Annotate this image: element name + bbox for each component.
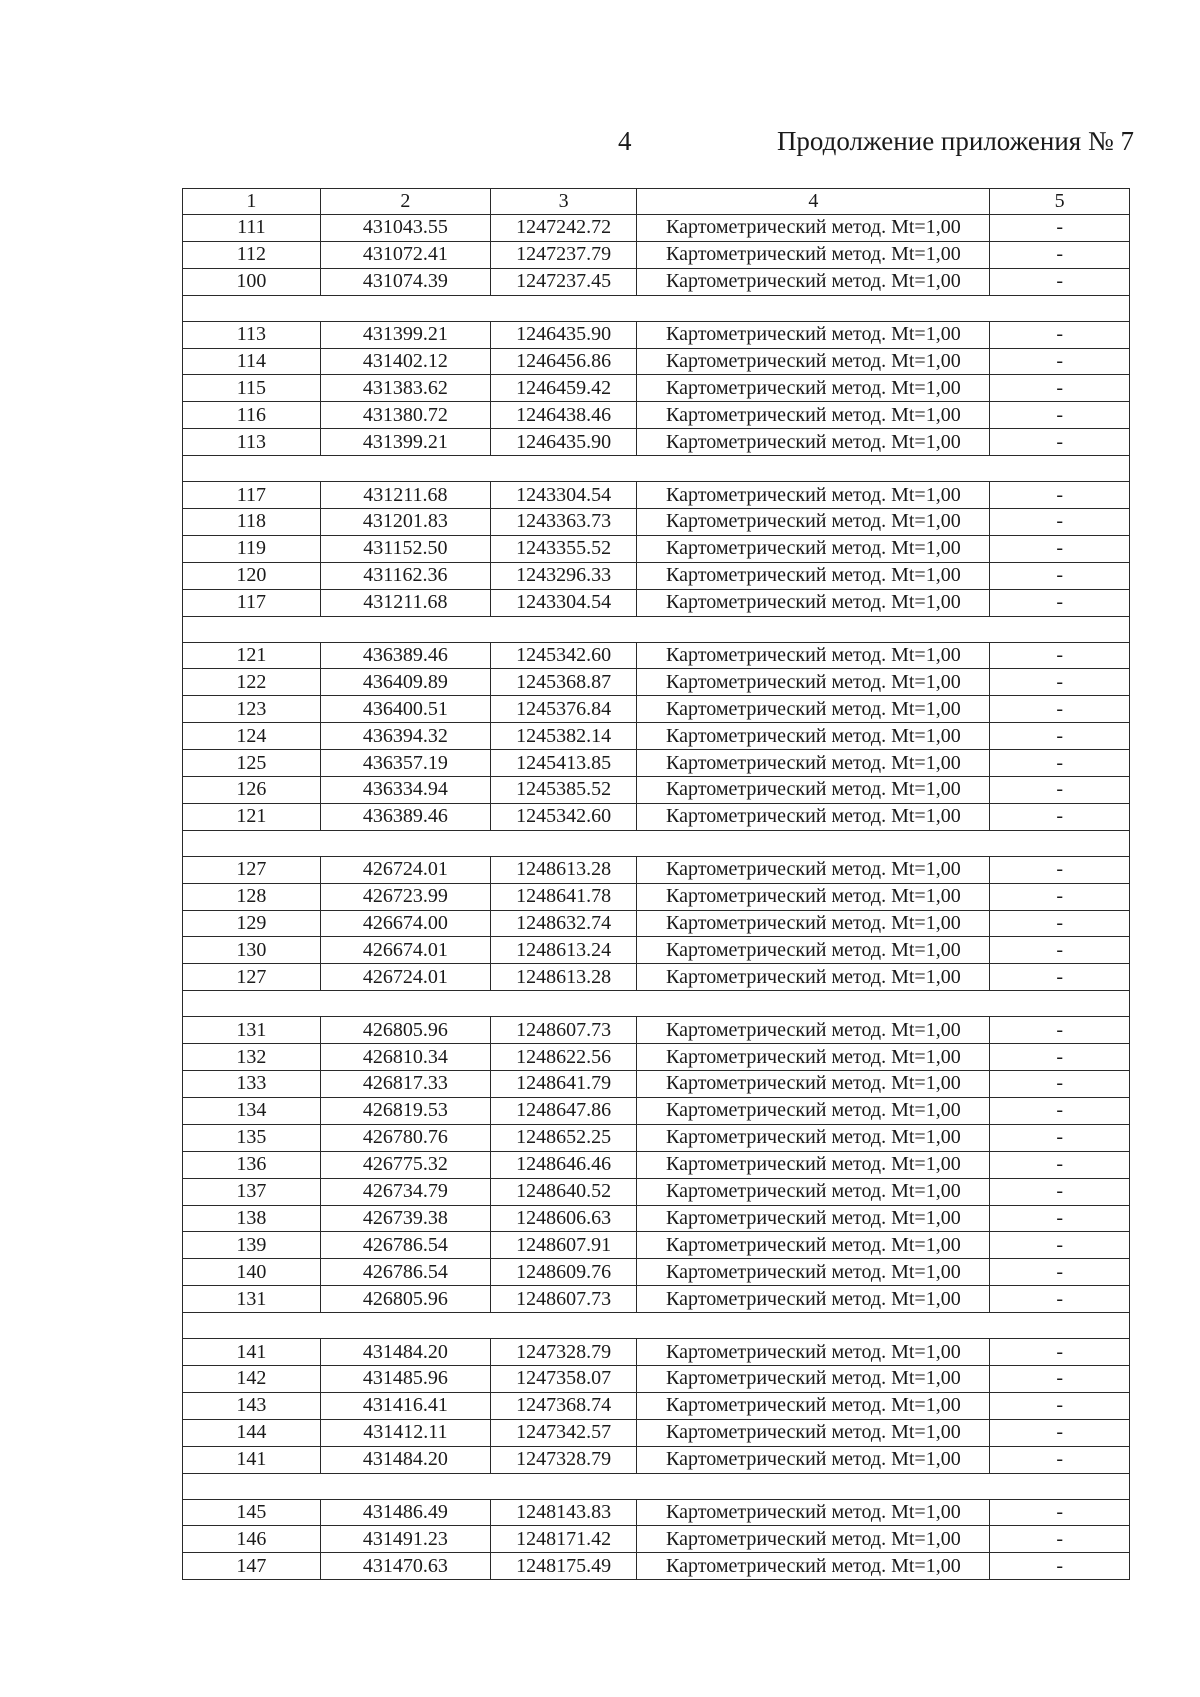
method-cell: Картометрический метод. Mt=1,00	[637, 642, 990, 669]
x-coordinate-cell: 431486.49	[320, 1499, 490, 1526]
note-cell: -	[990, 803, 1130, 830]
y-coordinate-cell: 1245376.84	[490, 696, 636, 723]
y-coordinate-cell: 1248607.91	[490, 1232, 636, 1259]
column-header-4: 4	[637, 189, 990, 215]
point-number-cell: 141	[183, 1446, 321, 1473]
y-coordinate-cell: 1246435.90	[490, 321, 636, 348]
table-row	[183, 1286, 1130, 1313]
table-row	[183, 1499, 1130, 1526]
x-coordinate-cell: 431383.62	[320, 375, 490, 402]
method-cell: Картометрический метод. Mt=1,00	[637, 883, 990, 910]
method-cell: Картометрический метод. Mt=1,00	[637, 215, 990, 242]
x-coordinate-cell: 431484.20	[320, 1339, 490, 1366]
note-cell: -	[990, 1044, 1130, 1071]
table-row	[183, 1044, 1130, 1071]
note-cell: -	[990, 1151, 1130, 1178]
point-number-cell: 121	[183, 642, 321, 669]
note-cell: -	[990, 937, 1130, 964]
table-row	[183, 589, 1130, 616]
method-cell: Картометрический метод. Mt=1,00	[637, 348, 990, 375]
point-number-cell: 133	[183, 1071, 321, 1098]
note-cell: -	[990, 1124, 1130, 1151]
page-number: 4	[618, 126, 632, 156]
method-cell: Картометрический метод. Mt=1,00	[637, 1526, 990, 1553]
point-number-cell: 127	[183, 856, 321, 883]
point-number-cell: 139	[183, 1232, 321, 1259]
y-coordinate-cell: 1243304.54	[490, 482, 636, 509]
point-number-cell: 147	[183, 1553, 321, 1580]
note-cell: -	[990, 669, 1130, 696]
point-number-cell: 123	[183, 696, 321, 723]
method-cell: Картометрический метод. Mt=1,00	[637, 1553, 990, 1580]
x-coordinate-cell: 426805.96	[320, 1017, 490, 1044]
x-coordinate-cell: 436389.46	[320, 642, 490, 669]
method-cell: Картометрический метод. Mt=1,00	[637, 723, 990, 750]
separator-row	[183, 295, 1130, 321]
y-coordinate-cell: 1248613.28	[490, 964, 636, 991]
note-cell: -	[990, 750, 1130, 777]
method-cell: Картометрический метод. Mt=1,00	[637, 1446, 990, 1473]
table-row	[183, 1151, 1130, 1178]
point-number-cell: 142	[183, 1365, 321, 1392]
y-coordinate-cell: 1248613.24	[490, 937, 636, 964]
method-cell: Картометрический метод. Mt=1,00	[637, 375, 990, 402]
y-coordinate-cell: 1248641.78	[490, 883, 636, 910]
method-cell: Картометрический метод. Mt=1,00	[637, 429, 990, 456]
table-row	[183, 1124, 1130, 1151]
y-coordinate-cell: 1246438.46	[490, 402, 636, 429]
point-number-cell: 113	[183, 429, 321, 456]
method-cell: Картометрический метод. Mt=1,00	[637, 402, 990, 429]
note-cell: -	[990, 1017, 1130, 1044]
note-cell: -	[990, 1286, 1130, 1313]
x-coordinate-cell: 431399.21	[320, 429, 490, 456]
note-cell: -	[990, 509, 1130, 536]
point-number-cell: 128	[183, 883, 321, 910]
column-header-3: 3	[490, 189, 636, 215]
method-cell: Картометрический метод. Mt=1,00	[637, 1499, 990, 1526]
table-row	[183, 509, 1130, 536]
table-row	[183, 348, 1130, 375]
table-row	[183, 696, 1130, 723]
method-cell: Картометрический метод. Mt=1,00	[637, 910, 990, 937]
table-row	[183, 642, 1130, 669]
point-number-cell: 143	[183, 1392, 321, 1419]
point-number-cell: 132	[183, 1044, 321, 1071]
note-cell: -	[990, 1526, 1130, 1553]
note-cell: -	[990, 562, 1130, 589]
point-number-cell: 141	[183, 1339, 321, 1366]
x-coordinate-cell: 431162.36	[320, 562, 490, 589]
note-cell: -	[990, 1205, 1130, 1232]
y-coordinate-cell: 1247328.79	[490, 1446, 636, 1473]
x-coordinate-cell: 426780.76	[320, 1124, 490, 1151]
point-number-cell: 113	[183, 321, 321, 348]
separator-row	[183, 1473, 1130, 1499]
point-number-cell: 131	[183, 1017, 321, 1044]
table-row	[183, 883, 1130, 910]
x-coordinate-cell: 431074.39	[320, 268, 490, 295]
method-cell: Картометрический метод. Mt=1,00	[637, 1071, 990, 1098]
point-number-cell: 129	[183, 910, 321, 937]
x-coordinate-cell: 426674.00	[320, 910, 490, 937]
x-coordinate-cell: 426817.33	[320, 1071, 490, 1098]
note-cell: -	[990, 1499, 1130, 1526]
table-row	[183, 215, 1130, 242]
y-coordinate-cell: 1248640.52	[490, 1178, 636, 1205]
method-cell: Картометрический метод. Mt=1,00	[637, 1286, 990, 1313]
y-coordinate-cell: 1248652.25	[490, 1124, 636, 1151]
note-cell: -	[990, 321, 1130, 348]
y-coordinate-cell: 1247358.07	[490, 1365, 636, 1392]
column-header-2: 2	[320, 189, 490, 215]
table-row	[183, 964, 1130, 991]
x-coordinate-cell: 436334.94	[320, 777, 490, 804]
method-cell: Картометрический метод. Mt=1,00	[637, 750, 990, 777]
x-coordinate-cell: 431399.21	[320, 321, 490, 348]
y-coordinate-cell: 1246456.86	[490, 348, 636, 375]
method-cell: Картометрический метод. Mt=1,00	[637, 241, 990, 268]
x-coordinate-cell: 426805.96	[320, 1286, 490, 1313]
point-number-cell: 111	[183, 215, 321, 242]
note-cell: -	[990, 1071, 1130, 1098]
method-cell: Картометрический метод. Mt=1,00	[637, 321, 990, 348]
note-cell: -	[990, 268, 1130, 295]
note-cell: -	[990, 642, 1130, 669]
method-cell: Картометрический метод. Mt=1,00	[637, 1097, 990, 1124]
x-coordinate-cell: 426734.79	[320, 1178, 490, 1205]
note-cell: -	[990, 1178, 1130, 1205]
y-coordinate-cell: 1245342.60	[490, 642, 636, 669]
point-number-cell: 135	[183, 1124, 321, 1151]
method-cell: Картометрический метод. Mt=1,00	[637, 777, 990, 804]
y-coordinate-cell: 1247237.45	[490, 268, 636, 295]
point-number-cell: 131	[183, 1286, 321, 1313]
y-coordinate-cell: 1248171.42	[490, 1526, 636, 1553]
point-number-cell: 144	[183, 1419, 321, 1446]
point-number-cell: 119	[183, 535, 321, 562]
x-coordinate-cell: 431402.12	[320, 348, 490, 375]
note-cell: -	[990, 429, 1130, 456]
y-coordinate-cell: 1248632.74	[490, 910, 636, 937]
point-number-cell: 146	[183, 1526, 321, 1553]
point-number-cell: 121	[183, 803, 321, 830]
note-cell: -	[990, 375, 1130, 402]
note-cell: -	[990, 696, 1130, 723]
y-coordinate-cell: 1245385.52	[490, 777, 636, 804]
y-coordinate-cell: 1248641.79	[490, 1071, 636, 1098]
x-coordinate-cell: 426724.01	[320, 964, 490, 991]
table-row	[183, 1097, 1130, 1124]
method-cell: Картометрический метод. Mt=1,00	[637, 1044, 990, 1071]
table-row	[183, 1339, 1130, 1366]
x-coordinate-cell: 431201.83	[320, 509, 490, 536]
table-row	[183, 1526, 1130, 1553]
y-coordinate-cell: 1247242.72	[490, 215, 636, 242]
y-coordinate-cell: 1245413.85	[490, 750, 636, 777]
method-cell: Картометрический метод. Mt=1,00	[637, 1259, 990, 1286]
x-coordinate-cell: 426775.32	[320, 1151, 490, 1178]
y-coordinate-cell: 1247342.57	[490, 1419, 636, 1446]
note-cell: -	[990, 964, 1130, 991]
y-coordinate-cell: 1246435.90	[490, 429, 636, 456]
x-coordinate-cell: 426786.54	[320, 1259, 490, 1286]
y-coordinate-cell: 1248622.56	[490, 1044, 636, 1071]
method-cell: Картометрический метод. Mt=1,00	[637, 937, 990, 964]
table-row	[183, 1071, 1130, 1098]
note-cell: -	[990, 348, 1130, 375]
method-cell: Картометрический метод. Mt=1,00	[637, 1419, 990, 1446]
point-number-cell: 145	[183, 1499, 321, 1526]
x-coordinate-cell: 431072.41	[320, 241, 490, 268]
note-cell: -	[990, 910, 1130, 937]
y-coordinate-cell: 1247328.79	[490, 1339, 636, 1366]
point-number-cell: 124	[183, 723, 321, 750]
method-cell: Картометрический метод. Mt=1,00	[637, 482, 990, 509]
column-header-5: 5	[990, 189, 1130, 215]
table-row	[183, 1178, 1130, 1205]
point-number-cell: 130	[183, 937, 321, 964]
note-cell: -	[990, 241, 1130, 268]
separator-row	[183, 616, 1130, 642]
table-header-row	[183, 189, 1130, 215]
separator-cell	[183, 456, 1130, 482]
note-cell: -	[990, 1392, 1130, 1419]
method-cell: Картометрический метод. Mt=1,00	[637, 509, 990, 536]
point-number-cell: 122	[183, 669, 321, 696]
method-cell: Картометрический метод. Mt=1,00	[637, 669, 990, 696]
y-coordinate-cell: 1243355.52	[490, 535, 636, 562]
table-row	[183, 429, 1130, 456]
table-row	[183, 777, 1130, 804]
separator-cell	[183, 1313, 1130, 1339]
method-cell: Картометрический метод. Mt=1,00	[637, 268, 990, 295]
point-number-cell: 140	[183, 1259, 321, 1286]
note-cell: -	[990, 1097, 1130, 1124]
coordinates-table	[182, 188, 1130, 1580]
separator-cell	[183, 830, 1130, 856]
x-coordinate-cell: 436409.89	[320, 669, 490, 696]
separator-cell	[183, 295, 1130, 321]
y-coordinate-cell: 1248606.63	[490, 1205, 636, 1232]
note-cell: -	[990, 215, 1130, 242]
note-cell: -	[990, 1553, 1130, 1580]
point-number-cell: 114	[183, 348, 321, 375]
x-coordinate-cell: 426786.54	[320, 1232, 490, 1259]
table-row	[183, 803, 1130, 830]
method-cell: Картометрический метод. Mt=1,00	[637, 696, 990, 723]
y-coordinate-cell: 1248613.28	[490, 856, 636, 883]
table-row	[183, 1392, 1130, 1419]
x-coordinate-cell: 431470.63	[320, 1553, 490, 1580]
method-cell: Картометрический метод. Mt=1,00	[637, 1365, 990, 1392]
x-coordinate-cell: 436394.32	[320, 723, 490, 750]
separator-row	[183, 456, 1130, 482]
y-coordinate-cell: 1247237.79	[490, 241, 636, 268]
point-number-cell: 136	[183, 1151, 321, 1178]
separator-row	[183, 830, 1130, 856]
table-row	[183, 402, 1130, 429]
y-coordinate-cell: 1248646.46	[490, 1151, 636, 1178]
table-row	[183, 723, 1130, 750]
table-row	[183, 937, 1130, 964]
method-cell: Картометрический метод. Mt=1,00	[637, 1124, 990, 1151]
separator-cell	[183, 1473, 1130, 1499]
y-coordinate-cell: 1243363.73	[490, 509, 636, 536]
point-number-cell: 117	[183, 589, 321, 616]
note-cell: -	[990, 1419, 1130, 1446]
y-coordinate-cell: 1246459.42	[490, 375, 636, 402]
table-row	[183, 321, 1130, 348]
method-cell: Картометрический метод. Mt=1,00	[637, 1205, 990, 1232]
note-cell: -	[990, 589, 1130, 616]
note-cell: -	[990, 856, 1130, 883]
table-row	[183, 241, 1130, 268]
point-number-cell: 134	[183, 1097, 321, 1124]
table-row	[183, 1205, 1130, 1232]
method-cell: Картометрический метод. Mt=1,00	[637, 856, 990, 883]
y-coordinate-cell: 1248609.76	[490, 1259, 636, 1286]
method-cell: Картометрический метод. Mt=1,00	[637, 1017, 990, 1044]
x-coordinate-cell: 436400.51	[320, 696, 490, 723]
x-coordinate-cell: 426739.38	[320, 1205, 490, 1232]
separator-row	[183, 991, 1130, 1017]
table-row	[183, 910, 1130, 937]
method-cell: Картометрический метод. Mt=1,00	[637, 535, 990, 562]
x-coordinate-cell: 426810.34	[320, 1044, 490, 1071]
appendix-title: Продолжение приложения № 7	[776, 126, 1134, 156]
method-cell: Картометрический метод. Mt=1,00	[637, 1232, 990, 1259]
table-row	[183, 669, 1130, 696]
y-coordinate-cell: 1248175.49	[490, 1553, 636, 1580]
separator-cell	[183, 616, 1130, 642]
x-coordinate-cell: 431416.41	[320, 1392, 490, 1419]
note-cell: -	[990, 777, 1130, 804]
x-coordinate-cell: 431380.72	[320, 402, 490, 429]
point-number-cell: 125	[183, 750, 321, 777]
x-coordinate-cell: 426819.53	[320, 1097, 490, 1124]
table-row	[183, 750, 1130, 777]
y-coordinate-cell: 1248607.73	[490, 1017, 636, 1044]
y-coordinate-cell: 1243304.54	[490, 589, 636, 616]
point-number-cell: 126	[183, 777, 321, 804]
point-number-cell: 127	[183, 964, 321, 991]
x-coordinate-cell: 436357.19	[320, 750, 490, 777]
table-row	[183, 482, 1130, 509]
table-row	[183, 1259, 1130, 1286]
separator-row	[183, 1313, 1130, 1339]
x-coordinate-cell: 431412.11	[320, 1419, 490, 1446]
note-cell: -	[990, 1232, 1130, 1259]
note-cell: -	[990, 482, 1130, 509]
method-cell: Картометрический метод. Mt=1,00	[637, 1339, 990, 1366]
x-coordinate-cell: 431211.68	[320, 589, 490, 616]
method-cell: Картометрический метод. Mt=1,00	[637, 803, 990, 830]
table-row	[183, 268, 1130, 295]
point-number-cell: 115	[183, 375, 321, 402]
table-row	[183, 562, 1130, 589]
x-coordinate-cell: 431152.50	[320, 535, 490, 562]
method-cell: Картометрический метод. Mt=1,00	[637, 589, 990, 616]
x-coordinate-cell: 436389.46	[320, 803, 490, 830]
x-coordinate-cell: 431211.68	[320, 482, 490, 509]
note-cell: -	[990, 1259, 1130, 1286]
note-cell: -	[990, 1339, 1130, 1366]
y-coordinate-cell: 1248607.73	[490, 1286, 636, 1313]
y-coordinate-cell: 1248143.83	[490, 1499, 636, 1526]
separator-cell	[183, 991, 1130, 1017]
table-row	[183, 375, 1130, 402]
note-cell: -	[990, 535, 1130, 562]
table-row	[183, 1017, 1130, 1044]
point-number-cell: 118	[183, 509, 321, 536]
method-cell: Картометрический метод. Mt=1,00	[637, 964, 990, 991]
table-row	[183, 1446, 1130, 1473]
point-number-cell: 100	[183, 268, 321, 295]
note-cell: -	[990, 1365, 1130, 1392]
y-coordinate-cell: 1245342.60	[490, 803, 636, 830]
y-coordinate-cell: 1243296.33	[490, 562, 636, 589]
x-coordinate-cell: 431485.96	[320, 1365, 490, 1392]
method-cell: Картометрический метод. Mt=1,00	[637, 1178, 990, 1205]
point-number-cell: 117	[183, 482, 321, 509]
y-coordinate-cell: 1248647.86	[490, 1097, 636, 1124]
point-number-cell: 120	[183, 562, 321, 589]
x-coordinate-cell: 426724.01	[320, 856, 490, 883]
point-number-cell: 116	[183, 402, 321, 429]
method-cell: Картометрический метод. Mt=1,00	[637, 562, 990, 589]
x-coordinate-cell: 431043.55	[320, 215, 490, 242]
y-coordinate-cell: 1245382.14	[490, 723, 636, 750]
note-cell: -	[990, 723, 1130, 750]
x-coordinate-cell: 426674.01	[320, 937, 490, 964]
table-row	[183, 1365, 1130, 1392]
method-cell: Картометрический метод. Mt=1,00	[637, 1392, 990, 1419]
note-cell: -	[990, 1446, 1130, 1473]
y-coordinate-cell: 1245368.87	[490, 669, 636, 696]
point-number-cell: 138	[183, 1205, 321, 1232]
y-coordinate-cell: 1247368.74	[490, 1392, 636, 1419]
table-row	[183, 856, 1130, 883]
table-body	[183, 215, 1130, 1580]
point-number-cell: 137	[183, 1178, 321, 1205]
table-row	[183, 1419, 1130, 1446]
point-number-cell: 112	[183, 241, 321, 268]
note-cell: -	[990, 402, 1130, 429]
x-coordinate-cell: 426723.99	[320, 883, 490, 910]
x-coordinate-cell: 431491.23	[320, 1526, 490, 1553]
method-cell: Картометрический метод. Mt=1,00	[637, 1151, 990, 1178]
table-row	[183, 1553, 1130, 1580]
table-row	[183, 1232, 1130, 1259]
note-cell: -	[990, 883, 1130, 910]
x-coordinate-cell: 431484.20	[320, 1446, 490, 1473]
column-header-1: 1	[183, 189, 321, 215]
table-row	[183, 535, 1130, 562]
